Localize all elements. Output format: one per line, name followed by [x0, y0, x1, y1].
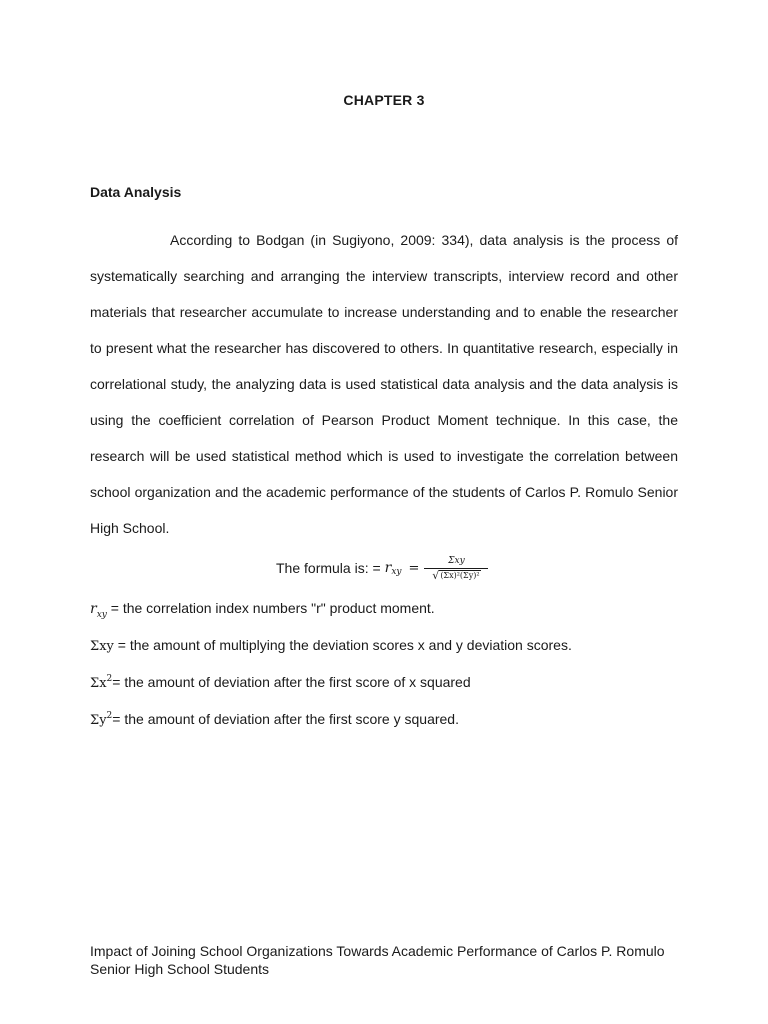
definition-symbol: Σy — [90, 713, 107, 728]
formula-equals: = — [408, 560, 420, 576]
definition-item — [90, 670, 690, 707]
definition-list — [90, 596, 690, 744]
body-paragraph: According to Bodgan (in Sugiyono, 2009: 334), data analysis is the process of systematically searching and arranging the interview transcripts, interview record and other materials that researcher accumulate to increase understanding and to enable the researcher to present what the researcher has discovered to others. In quantitative research, especially in correlational study, the analyzing data is used statistical data analysis and the data analysis is using the coefficient correlation of Pearson Product Moment technique. In this case, the research will be used statistical method which is used to investigate the correlation between school organization and the academic performance of the students of Carlos P. Romulo Senior High School. — [90, 232, 678, 536]
formula-r-symbol: r — [384, 560, 392, 576]
formula-numerator: Σxy — [448, 555, 465, 566]
definition-item — [90, 596, 690, 633]
definition-item — [90, 633, 690, 670]
formula — [276, 552, 488, 584]
definition-superscript: 2 — [106, 674, 113, 684]
formula-denominator-wrap — [432, 569, 480, 581]
formula-lead: The formula is: = — [276, 560, 381, 576]
formula-r-subscript: xy — [391, 567, 402, 577]
definition-text: = the amount of deviation after the first score y squared. — [112, 711, 459, 727]
square-root-icon: √ — [432, 568, 440, 582]
definition-item — [90, 707, 690, 744]
definition-symbol: r — [90, 601, 97, 617]
definition-text: = the amount of deviation after the first score of x squared — [112, 674, 471, 690]
section-heading: Data Analysis — [90, 184, 182, 200]
formula-fraction — [424, 556, 488, 581]
definition-text: = the correlation index numbers "r" product moment. — [106, 600, 435, 616]
definition-subscript: xy — [96, 610, 107, 620]
definition-superscript: 2 — [106, 711, 113, 721]
formula-denominator: (Σx)²(Σy)² — [440, 570, 480, 580]
definition-symbol: Σx — [90, 676, 107, 691]
page-footer: Impact of Joining School Organizations Towards Academic Performance of Carlos P. Romulo Senior High School Students — [90, 943, 665, 977]
definition-text: = the amount of multiplying the deviation scores x and y deviation scores. — [113, 637, 572, 653]
chapter-title: CHAPTER 3 — [343, 92, 425, 108]
definition-symbol: Σxy — [90, 639, 114, 654]
